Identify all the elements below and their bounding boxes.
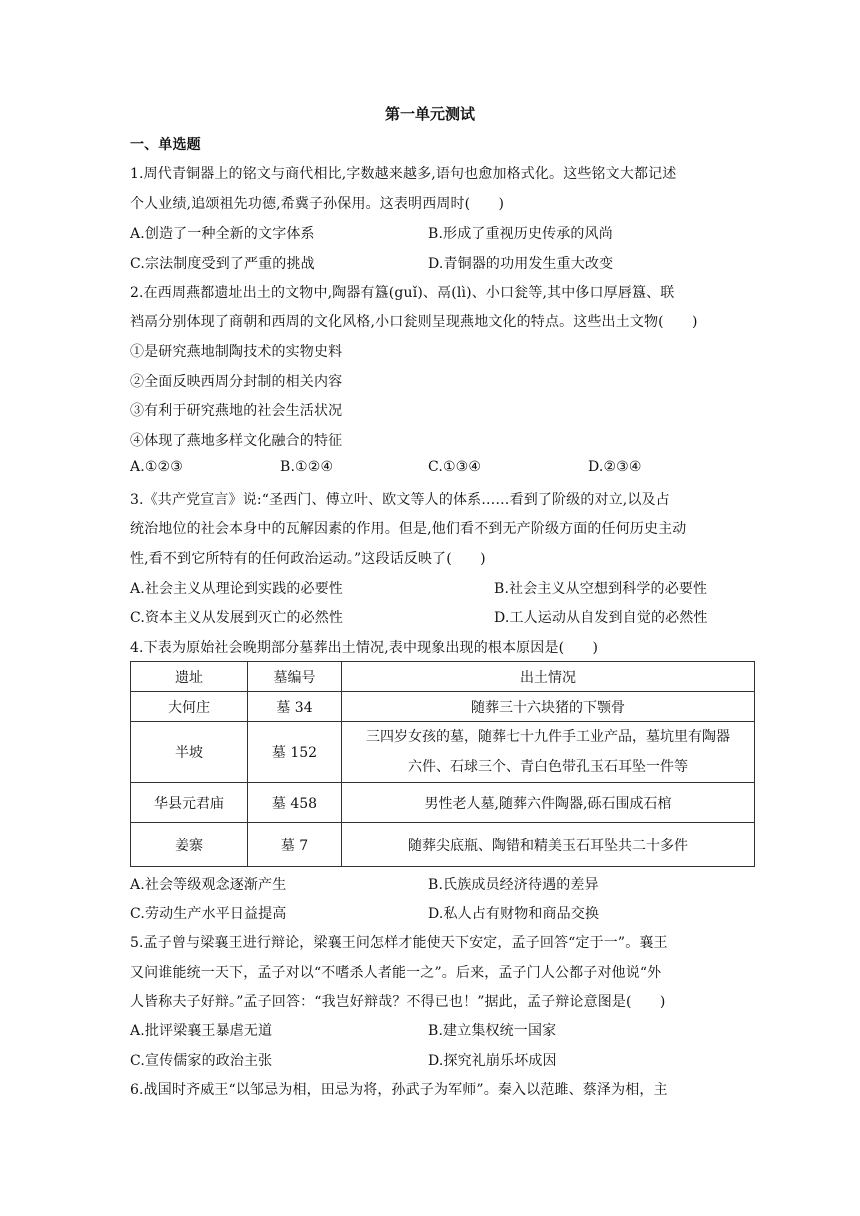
table-cell-site: 华县元君庙: [131, 783, 248, 823]
q3-option-c[interactable]: C.资本主义从发展到灭亡的必然性: [130, 610, 344, 626]
q1-option-c[interactable]: C.宗法制度受到了严重的挑战: [130, 256, 315, 272]
table-header-row: [131, 662, 755, 692]
q1-option-d[interactable]: D.青铜器的功用发生重大改变: [428, 256, 614, 272]
q1-stem-line-1: 1.周代青铜器上的铭文与商代相比,字数越来越多,语句也愈加格式化。这些铭文大都记述: [130, 166, 677, 182]
q2-stem-line-1: 2.在西周燕都遗址出土的文物中,陶器有簋(guǐ)、鬲(lì)、小口瓮等,其中侈口厚唇簋、联: [130, 285, 675, 301]
q4-option-c[interactable]: C.劳动生产水平日益提高: [130, 906, 287, 922]
q2-option-a[interactable]: A.①②③: [130, 459, 183, 475]
table-header-site: 遗址: [131, 662, 248, 692]
q1-option-b[interactable]: B.形成了重视历史传承的风尚: [428, 226, 613, 242]
q5-stem-line-2: 又问谁能统一天下，孟子对以“不嗜杀人者能一之”。后来，孟子门人公都子对他说“外: [130, 965, 662, 981]
q2-statement-2: ②全面反映西周分封制的相关内容: [130, 374, 343, 390]
table-row: [131, 823, 755, 867]
table-cell-finds: 男性老人墓,随葬六件陶器,砾石围成石棺: [342, 783, 755, 823]
q5-option-c[interactable]: C.宣传儒家的政治主张: [130, 1053, 273, 1069]
table-row: [131, 692, 755, 722]
table-cell-tomb: 墓 458: [248, 783, 342, 823]
q4-stem-line-1: 4.下表为原始社会晚期部分墓葬出土情况,表中现象出现的根本原因是( ): [130, 640, 599, 656]
q5-option-a[interactable]: A.批评梁襄王暴虐无道: [130, 1023, 273, 1039]
q2-option-b[interactable]: B.①②④: [280, 459, 334, 475]
q3-option-d[interactable]: D.工人运动从自发到自觉的必然性: [494, 610, 708, 626]
q4-option-a[interactable]: A.社会等级观念逐渐产生: [130, 877, 287, 893]
table-cell-tomb: 墓 7: [248, 823, 342, 867]
table-cell-finds-line-2: 六件、石球三个、青白色带孔玉石耳坠一件等: [408, 759, 688, 775]
table-header-finds: 出土情况: [342, 662, 755, 692]
q5-option-b[interactable]: B.建立集权统一国家: [428, 1023, 557, 1039]
table-cell-site: 半坡: [131, 722, 248, 783]
q2-stem-line-2: 裆鬲分别体现了商朝和西周的文化风格,小口瓮则呈现燕地文化的特点。这些出土文物( ): [130, 314, 698, 330]
q3-stem-line-3: 性,看不到它所特有的任何政治运动。”这段话反映了( ): [130, 551, 486, 567]
q5-stem-line-1: 5.孟子曾与梁襄王进行辩论，梁襄王问怎样才能使天下安定，孟子回答“定于一”。襄王: [130, 935, 668, 951]
q2-statement-4: ④体现了燕地多样文化融合的特征: [130, 433, 343, 449]
page-title: 第一单元测试: [384, 105, 475, 123]
table-cell-tomb: 墓 152: [248, 722, 342, 783]
burial-table: [130, 661, 755, 867]
q5-option-d[interactable]: D.探究礼崩乐坏成因: [428, 1053, 557, 1069]
q2-statement-3: ③有利于研究燕地的社会生活状况: [130, 403, 343, 419]
q6-stem-line-1: 6.战国时齐威王“以邹忌为相，田忌为将，孙武子为军师”。秦入以范雎、蔡泽为相，主: [130, 1082, 668, 1098]
q4-option-d[interactable]: D.私人占有财物和商品交换: [428, 906, 600, 922]
table-cell-finds-line-1: 三四岁女孩的墓，随葬七十九件手工业产品，墓坑里有陶器: [366, 729, 730, 745]
table-cell-finds: 随葬尖底瓶、陶错和精美玉石耳坠共二十多件: [342, 823, 755, 867]
q1-option-a[interactable]: A.创造了一种全新的文字体系: [130, 226, 315, 242]
section-heading: 一、单选题: [130, 137, 201, 153]
table-cell-site: 姜寨: [131, 823, 248, 867]
q5-stem-line-3: 人皆称夫子好辩。”孟子回答：“我岂好辩哉？不得已也！”据此，孟子辩论意图是( ): [130, 994, 666, 1010]
table-row: [131, 722, 755, 783]
q3-stem-line-2: 统治地位的社会本身中的瓦解因素的作用。但是,他们看不到无产阶级方面的任何历史主动: [130, 521, 687, 537]
q4-option-b[interactable]: B.氏族成员经济待遇的差异: [428, 877, 599, 893]
table-cell-finds: [342, 722, 755, 783]
q1-stem-line-2: 个人业绩,追颂祖先功德,希冀子孙保用。这表明西周时( ): [130, 196, 505, 212]
q2-statement-1: ①是研究燕地制陶技术的实物史料: [130, 344, 343, 360]
table-row: [131, 783, 755, 823]
table-header-tomb: 墓编号: [248, 662, 342, 692]
q3-option-b[interactable]: B.社会主义从空想到科学的必要性: [494, 581, 708, 597]
table-cell-tomb: 墓 34: [248, 692, 342, 722]
table-cell-finds: 随葬三十六块猪的下颚骨: [342, 692, 755, 722]
q3-stem-line-1: 3.《共产党宣言》说:“圣西门、傅立叶、欧文等人的体系……看到了阶级的对立,以及占: [130, 492, 670, 508]
table-cell-site: 大何庄: [131, 692, 248, 722]
q3-option-a[interactable]: A.社会主义从理论到实践的必要性: [130, 581, 343, 597]
q2-option-c[interactable]: C.①③④: [428, 459, 482, 475]
q2-option-d[interactable]: D.②③④: [588, 459, 642, 475]
